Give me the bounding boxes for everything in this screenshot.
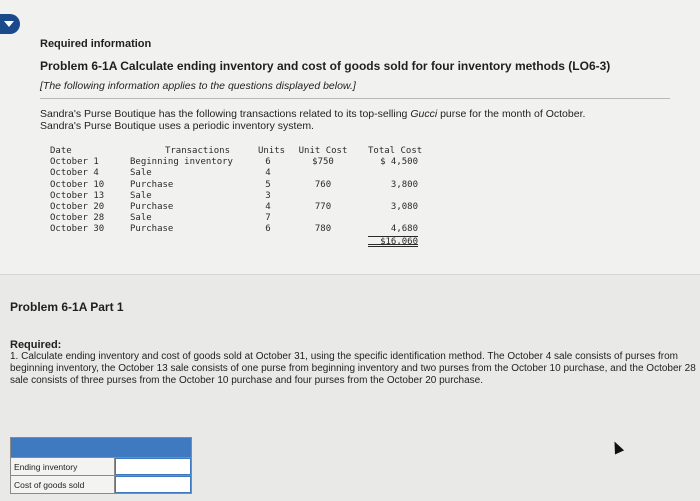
ledger-cell: October 30	[50, 224, 105, 235]
ledger-cell: 7	[265, 213, 271, 224]
ending-inventory-label: Ending inventory	[11, 458, 115, 476]
ledger-date-column	[50, 146, 122, 236]
ledger-cell: 780	[314, 224, 332, 235]
ledger-cell: October 10	[50, 179, 105, 190]
ledger-units-column	[258, 146, 286, 236]
ledger-cell: 3	[265, 190, 271, 201]
problem-title: Problem 6-1A Calculate ending inventory and cost of goods sold for four inventory methods (LO6-3)	[40, 59, 611, 73]
ledger-cell: October 28	[50, 213, 105, 224]
ledger-cell: 4,680	[390, 224, 418, 235]
ledger-cell: Sale	[130, 190, 152, 201]
required-instructions: 1. Calculate ending inventory and cost of goods sold at October 31, using the specific identification method. The October 4 sale consists of purses from beginning inventory, the October 13 sale consists of one purse from beginning inventory and two purses from the October 10 purchase, and the October 28 sale consists of three purses from the October 10 purchase and four purses from the October 20 purchase.	[10, 351, 696, 386]
ledger-header-unit-cost: Unit Cost	[298, 146, 348, 156]
ledger-unit-cost-column	[298, 146, 348, 236]
ledger-cell: October 13	[50, 190, 105, 201]
answer-table	[10, 437, 192, 494]
ledger-header-units: Units	[258, 146, 286, 156]
ledger-cell	[298, 213, 348, 224]
cost-of-goods-sold-input[interactable]	[115, 476, 191, 493]
ledger-cell: October 4	[50, 168, 99, 179]
ledger-grand-total: $16,060	[368, 236, 418, 247]
ledger-cell: $750	[312, 157, 334, 168]
ledger-cell: $ 4,500	[380, 157, 418, 168]
ledger-cell	[368, 168, 418, 179]
ledger-cell: Sale	[130, 213, 152, 224]
answer-row-cogs	[11, 476, 192, 494]
ledger-cell: 3,800	[390, 179, 418, 190]
part-title: Problem 6-1A Part 1	[10, 300, 124, 314]
ledger-cell: Beginning inventory	[130, 157, 233, 168]
ledger-cell: 4	[265, 201, 271, 212]
ledger-cell	[368, 191, 418, 202]
ledger-cell: 4	[265, 168, 271, 179]
answer-table-header	[11, 438, 192, 458]
ledger-cell: Purchase	[130, 201, 174, 212]
ledger-cell: 6	[265, 224, 271, 235]
ledger-header-total-cost: Total Cost	[368, 146, 423, 156]
ledger-cell: Sale	[130, 168, 152, 179]
cost-of-goods-sold-label: Cost of goods sold	[11, 476, 115, 494]
mouse-cursor-icon	[610, 439, 624, 454]
ledger-cell: 770	[314, 201, 332, 212]
ledger-header-transactions: Transactions	[164, 146, 230, 156]
dropdown-badge-icon[interactable]	[0, 14, 20, 34]
applies-note: [The following information applies to the questions displayed below.]	[40, 80, 356, 92]
required-label: Required:	[10, 339, 62, 351]
problem-description: Sandra's Purse Boutique has the following transactions related to its top-selling Gucci purse for the month of October. Sandra's Purse Boutique uses a periodic inventory system.	[40, 108, 586, 132]
ledger-cell: October 1	[50, 157, 99, 168]
ledger-cell	[298, 168, 348, 179]
ledger-cell: October 20	[50, 201, 105, 212]
ledger-cell: Purchase	[130, 179, 174, 190]
required-information-heading: Required information	[40, 38, 152, 50]
ledger-cell: 6	[265, 157, 271, 168]
ledger-cell	[298, 191, 348, 202]
answer-row-ending-inventory	[11, 458, 192, 476]
ledger-cell: 5	[265, 179, 271, 190]
ledger-cell: 3,080	[390, 201, 418, 212]
divider	[40, 98, 670, 99]
ledger-total-cost-column	[368, 146, 423, 247]
ledger-cell	[368, 213, 418, 224]
ledger-cell: 760	[314, 179, 332, 190]
ledger-transactions-column	[130, 146, 260, 236]
ledger-header-date: Date	[50, 146, 72, 156]
ending-inventory-input[interactable]	[115, 458, 191, 475]
ledger-cell: Purchase	[130, 224, 174, 235]
